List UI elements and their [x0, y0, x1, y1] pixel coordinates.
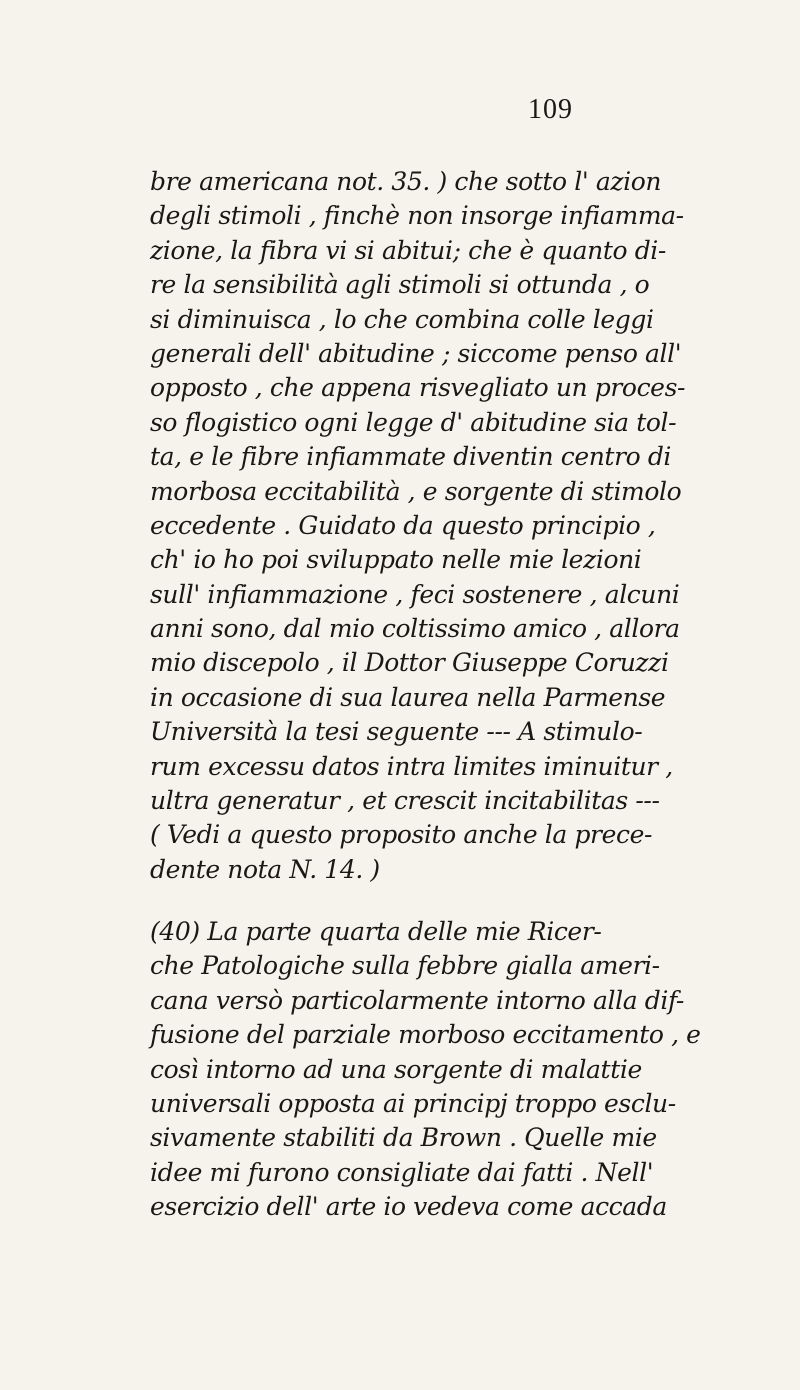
text-line: opposto , che appena risvegliato un proces- [150, 373, 686, 403]
text-line: sivamente stabiliti da Brown . Quelle mie [150, 1123, 657, 1153]
text-line: (40) La parte quarta delle mie Ricer- [150, 917, 602, 946]
text-line: così intorno ad una sorgente di malattie [150, 1054, 642, 1084]
text-line: ta, e le fibre infiammate diventin centro di [150, 442, 672, 472]
page-number: 109 [528, 94, 573, 125]
text-line: ( Vedi a questo proposito anche la prece- [150, 820, 653, 850]
text-line: ch' io ho poi sviluppato nelle mie lezioni [150, 545, 642, 575]
text-line: cana versò particolarmente intorno alla dif- [150, 985, 684, 1015]
text-line: in occasione di sua laurea nella Parmense [150, 682, 666, 712]
text-line: idee mi furono consigliate dai fatti . Nell' [150, 1157, 654, 1187]
text-line: si diminuisca , lo che combina colle leggi [150, 304, 654, 334]
text-line: sull' infiammazione , feci sostenere , alcuni [150, 579, 680, 609]
text-line: esercizio dell' arte io vedeva come accada [150, 1192, 667, 1222]
text-line: che Patologiche sulla febbre gialla ameri- [150, 951, 660, 981]
text-line: so flogistico ogni legge d' abitudine sia tol- [150, 407, 677, 437]
text-line: generali dell' abitudine ; siccome penso all' [150, 338, 682, 368]
text-line: Università la tesi seguente --- A stimulo- [150, 717, 643, 747]
text-line: mio discepolo , il Dottor Giuseppe Coruzzi [150, 648, 669, 678]
text-line: rum excessu datos intra limites iminuitur , [150, 751, 673, 781]
text-line: universali opposta ai principj troppo esclu- [150, 1088, 676, 1118]
text-line: dente nota N. 14. ) [150, 854, 380, 884]
text-line: anni sono, dal mio coltissimo amico , allora [150, 614, 680, 644]
text-line: degli stimoli , finchè non insorge infiamma- [150, 201, 684, 231]
text-line: fusione del parziale morboso eccitamento , e [150, 1020, 701, 1050]
paragraph-1 [150, 165, 730, 887]
text-line: morbosa eccitabilità , e sorgente di stimolo [150, 476, 682, 506]
paragraph-2 [150, 915, 730, 1225]
text-line: eccedente . Guidato da questo principio , [150, 510, 656, 540]
text-line: re la sensibilità agli stimoli si ottunda , o [150, 270, 650, 300]
text-line: ultra generatur , et crescit incitabilitas --- [150, 786, 660, 816]
text-line: bre americana not. 35. ) che sotto l' azion [150, 167, 662, 196]
text-line: zione, la fibra vi si abitui; che è quanto di- [150, 235, 666, 265]
